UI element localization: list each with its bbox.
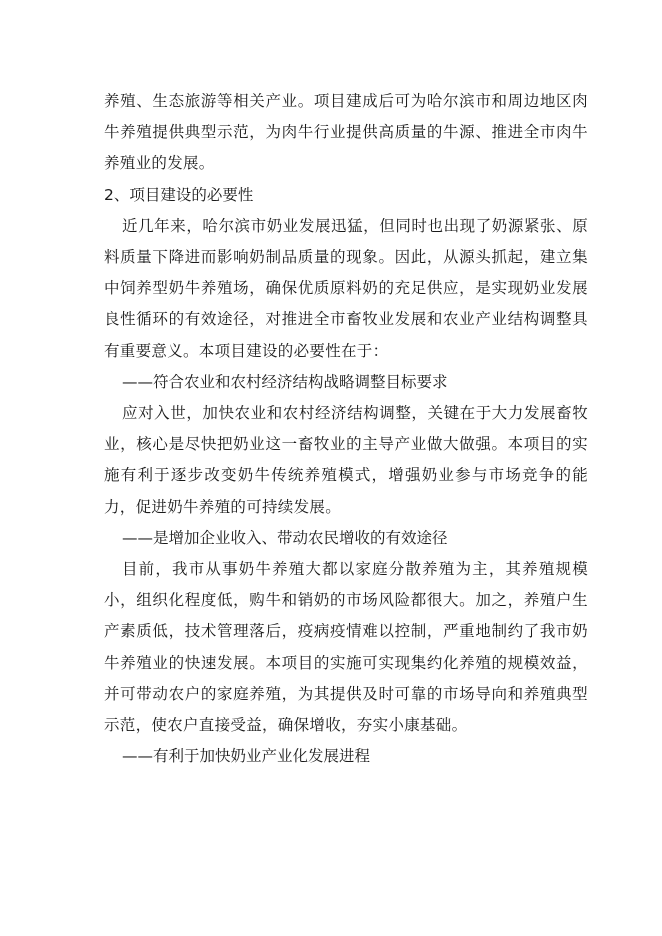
paragraph-intro: 近几年来，哈尔滨市奶业发展迅猛，但同时也出现了奶源紧张、原料质量下降进而影响奶制品质量的现象。因此，从源头抓起，建立集中饲养型奶牛养殖场，确保优质原料奶的充足供应，是实现奶业发展良性循环的有效途径，对推进全市畜牧业发展和农业产业结构调整具有重要意义。本项目建设的必要性在于： <box>104 216 588 360</box>
paragraph-1: 应对入世，加快农业和农村经济结构调整，关键在于大力发展畜牧业，核心是尽快把奶业这一畜牧业的主导产业做大做强。本项目的实施有利于逐步改变奶牛传统养殖模式，增强奶业参与市场竞争的能力，促进奶牛养殖的可持续发展。 <box>104 404 588 516</box>
document-body <box>104 86 588 772</box>
sub-heading-2: ——是增加企业收入、带动农民增收的有效途径 <box>122 528 448 547</box>
section-heading: 2、项目建设的必要性 <box>104 185 254 204</box>
paragraph-2: 目前，我市从事奶牛养殖大都以家庭分散养殖为主，其养殖规模小，组织化程度低，购牛和销奶的市场风险都很大。加之，养殖户生产素质低，技术管理落后，疫病疫情难以控制，严重地制约了我市奶牛养殖业的快速发展。本项目的实施可实现集约化养殖的规模效益，并可带动农户的家庭养殖，为其提供及时可靠的市场导向和养殖典型示范，使农户直接受益，确保增收，夯实小康基础。 <box>104 560 588 735</box>
sub-heading-3: ——有利于加快奶业产业化发展进程 <box>122 747 371 766</box>
paragraph-continuation: 养殖、生态旅游等相关产业。项目建成后可为哈尔滨市和周边地区肉牛养殖提供典型示范，为肉牛行业提供高质量的牛源、推进全市肉牛养殖业的发展。 <box>104 92 588 173</box>
sub-heading-1: ——符合农业和农村经济结构战略调整目标要求 <box>122 372 448 391</box>
